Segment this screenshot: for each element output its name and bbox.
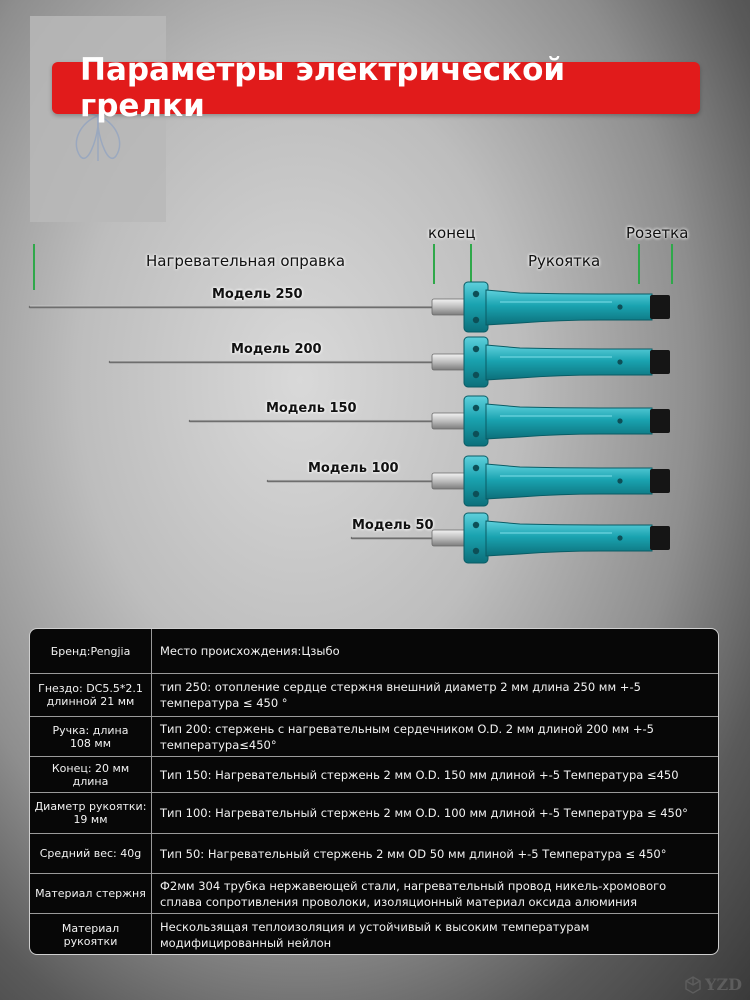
model-label-50: Модель 50 (352, 518, 434, 533)
spec-label-text: Материал рукоятки (61, 922, 120, 948)
screw (473, 346, 479, 352)
tip-sleeve (432, 299, 466, 315)
screw (473, 317, 479, 323)
spec-row (30, 629, 718, 673)
spec-value (152, 793, 718, 833)
spec-row (30, 792, 718, 833)
spec-label (30, 874, 152, 913)
page-title-text: Параметры электрической грелки (80, 52, 566, 124)
handle-rivet (617, 359, 622, 364)
socket-end (650, 409, 670, 433)
tip-sleeve (432, 354, 466, 370)
spec-label (30, 757, 152, 792)
cube-icon (684, 976, 702, 994)
spec-value (152, 834, 718, 873)
spec-value-text: Тип 50: Нагревательный стержень 2 мм OD 50 мм длиной +-5 Температура ≤ 450° (160, 846, 667, 861)
heating-rod-label: Нагревательная оправка (146, 252, 346, 270)
handle-body (486, 290, 652, 325)
spec-value (152, 757, 718, 792)
spec-label (30, 834, 152, 873)
tip-sleeve (432, 530, 466, 546)
screw (473, 431, 479, 437)
screw (473, 291, 479, 297)
watermark-text: YZD (705, 975, 742, 994)
spec-label-text: Материал стержня (35, 887, 146, 900)
socket-end (650, 526, 670, 550)
spec-value-text: Ф2мм 304 трубка нержавеющей стали, нагревательный провод никель-хромового сплава сопротивления проволоки, изоляционный материал оксида алюминия (160, 878, 667, 909)
handle-rivet (617, 478, 622, 483)
spec-label-text: Конец: 20 мм длина (51, 761, 130, 788)
spec-row (30, 716, 718, 756)
screw (473, 548, 479, 554)
screw (473, 405, 479, 411)
spec-value (152, 629, 718, 673)
spec-row (30, 756, 718, 792)
screw (473, 465, 479, 471)
spec-label-text: Ручка: длина 108 мм (52, 723, 129, 750)
model-label-250: Модель 250 (212, 287, 303, 302)
spec-value-text: Тип 100: Нагревательный стержень 2 мм O.D. 100 мм длиной +-5 Температура ≤ 450° (160, 806, 688, 820)
handle-collar (464, 396, 488, 446)
socket-end (650, 469, 670, 493)
socket-end (650, 295, 670, 319)
screw (473, 522, 479, 528)
spec-label (30, 793, 152, 833)
spec-value-text: Место происхождения:Цзыбо (160, 644, 340, 658)
spec-row (30, 873, 718, 913)
handle-body (486, 404, 652, 439)
spec-label-text: Средний вес: 40g (39, 847, 142, 860)
handle-rivet (617, 304, 622, 309)
spec-value (152, 914, 718, 955)
spec-value-text: Тип 200: стержень с нагревательным сердечником O.D. 2 мм длиной 200 мм +-5 температура≤450° (160, 721, 654, 752)
handle-collar (464, 513, 488, 563)
spec-label (30, 629, 152, 673)
screw (473, 491, 479, 497)
spec-value (152, 874, 718, 913)
model-label-200: Модель 200 (231, 342, 322, 357)
spec-row (30, 673, 718, 716)
spec-label-text: Бренд:Pengjia (50, 644, 131, 658)
watermark (684, 975, 742, 994)
tip-sleeve (432, 413, 466, 429)
socket-end (650, 350, 670, 374)
handle-collar (464, 456, 488, 506)
tip-label: конец (428, 224, 476, 242)
model-label-100: Модель 100 (308, 461, 399, 476)
model-label-150: Модель 150 (266, 401, 357, 416)
handle-rivet (617, 535, 622, 540)
spec-label-text: Гнездо: DC5.5*2.1 длинной 21 мм (38, 682, 143, 708)
handle-body (486, 521, 652, 556)
spec-label (30, 914, 152, 955)
socket-label: Розетка (626, 224, 689, 242)
spec-row (30, 833, 718, 873)
screw (473, 372, 479, 378)
spec-label-text: Диаметр рукоятки: 19 мм (34, 800, 147, 826)
handle-label: Рукоятка (528, 252, 601, 270)
spec-row (30, 913, 718, 955)
tip-sleeve (432, 473, 466, 489)
spec-value-text: Нескользящая теплоизоляция и устойчивый к высоким температурам модифицированный нейлон (160, 920, 590, 950)
handle-body (486, 464, 652, 499)
handle-body (486, 345, 652, 380)
spec-label (30, 717, 152, 756)
handle-rivet (617, 418, 622, 423)
handle-collar (464, 282, 488, 332)
spec-value (152, 717, 718, 756)
spec-value-text: тип 250: отопление сердце стержня внешний диаметр 2 мм длина 250 мм +-5 температура ≤ 450 ° (160, 680, 641, 710)
spec-table (29, 628, 719, 955)
spec-value (152, 674, 718, 716)
handle-collar (464, 337, 488, 387)
spec-value-text: Тип 150: Нагревательный стержень 2 мм O.D. 150 мм длиной +-5 Температура ≤450 (160, 767, 679, 782)
spec-label (30, 674, 152, 716)
